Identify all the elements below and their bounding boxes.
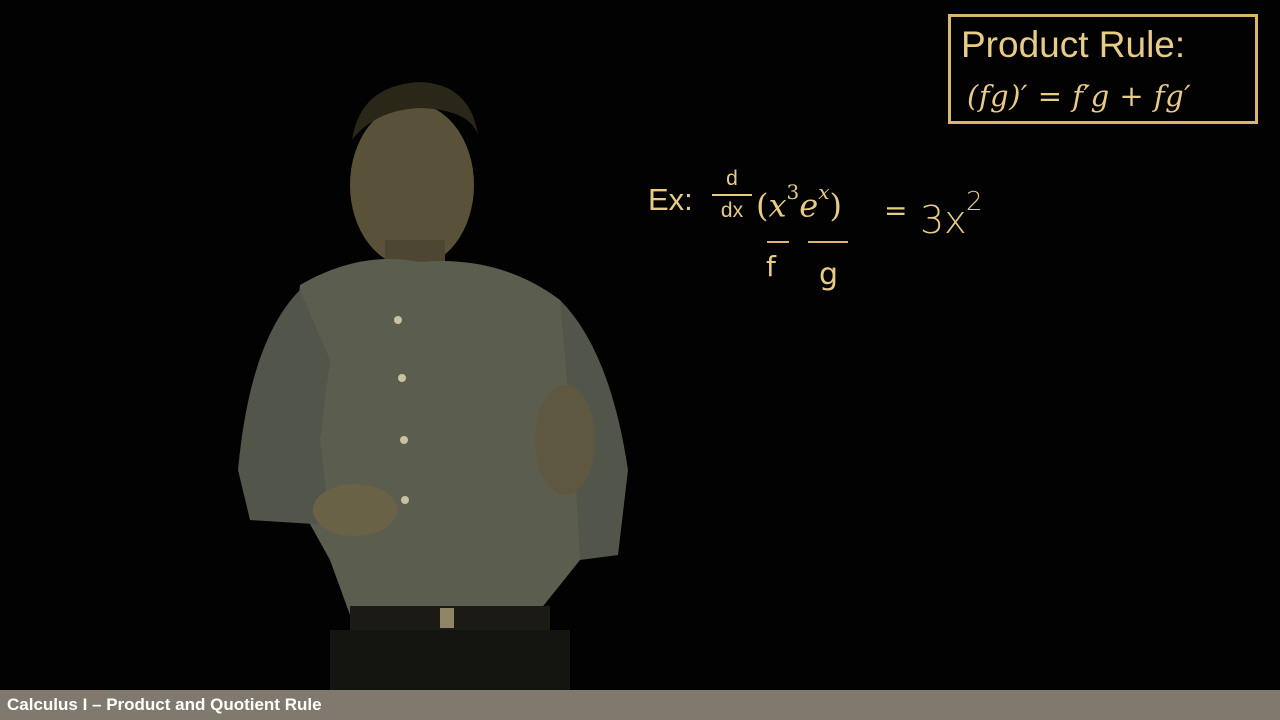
answer-coefficient: 3x xyxy=(920,198,967,242)
product-rule-formula: (fg)′ = f′g + fg′ xyxy=(967,79,1192,113)
expr-exp-power: x xyxy=(818,180,830,204)
expr-power: 3 xyxy=(786,180,800,204)
derivative-denominator: dx xyxy=(720,199,744,222)
lecture-caption: Calculus I – Product and Quotient Rule xyxy=(7,695,322,714)
g-underline xyxy=(808,241,848,243)
expr-base: x xyxy=(768,186,787,225)
open-paren: ( xyxy=(756,186,769,225)
derivative-operator xyxy=(712,166,752,224)
close-paren: ) xyxy=(829,186,842,225)
fraction-bar xyxy=(712,194,752,196)
example-expression xyxy=(756,178,842,226)
product-rule-box xyxy=(948,14,1258,124)
equals-sign: = xyxy=(884,194,908,227)
example-label: Ex: xyxy=(648,182,693,217)
f-label: f xyxy=(766,250,776,283)
derivative-numerator: d xyxy=(726,167,738,190)
product-rule-title: Product Rule: xyxy=(961,24,1186,65)
caption-bar xyxy=(0,690,1280,720)
answer-exponent: 2 xyxy=(966,187,983,217)
handwritten-answer xyxy=(920,187,983,242)
expr-exp-base: e xyxy=(799,186,819,225)
g-label: g xyxy=(819,257,839,292)
f-underline xyxy=(767,241,789,243)
